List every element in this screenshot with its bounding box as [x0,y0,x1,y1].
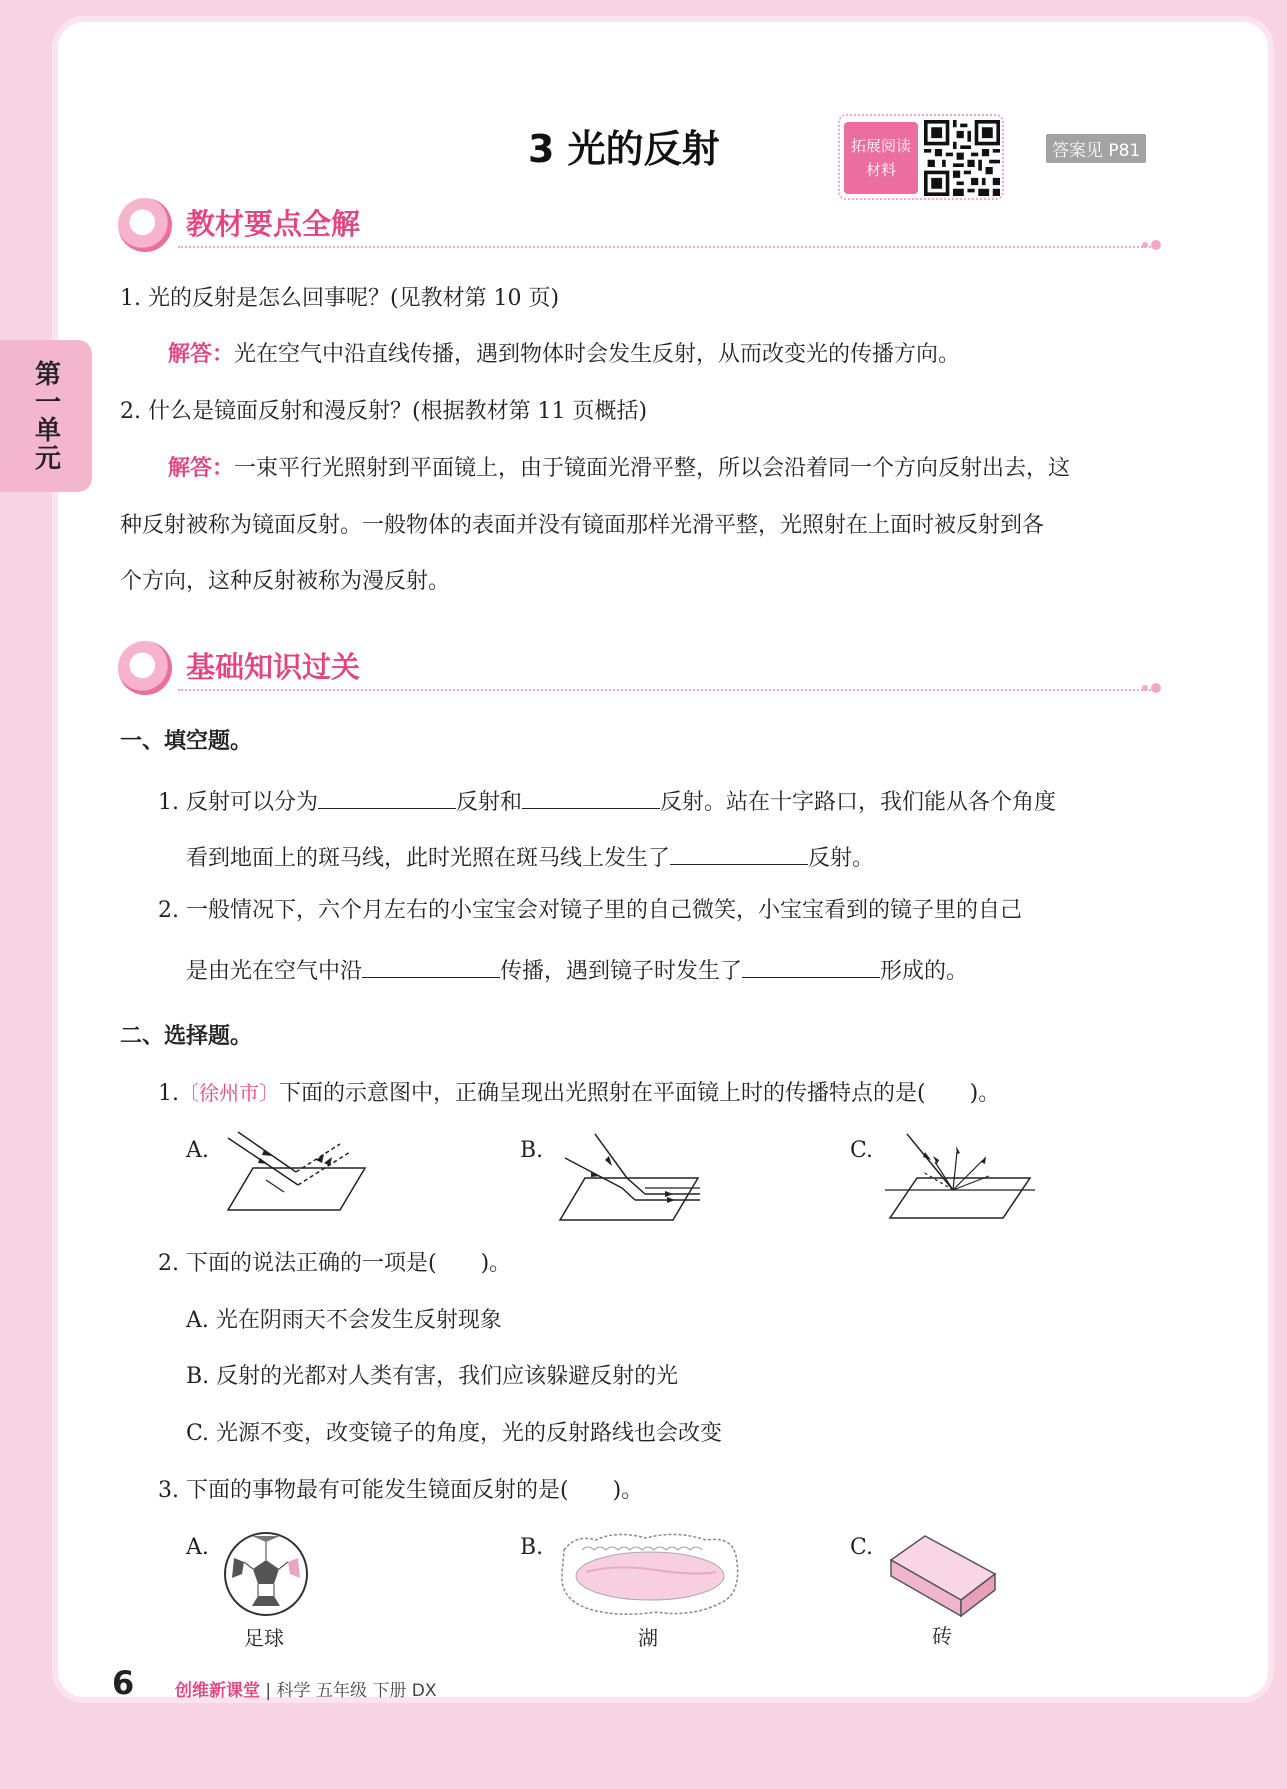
section-header-textbook [118,198,1158,252]
answer-reference: 答案见 P81 [1046,134,1146,163]
answer-blank[interactable] [362,952,500,978]
fill-text: 看到地面上的斑马线，此时光照在斑马线上发生了 [186,846,671,871]
soccer-ball-icon[interactable] [222,1530,310,1618]
mascot-icon [118,641,172,695]
choice-question-3: 3. 下面的事物最有可能发生镜面反射的是( )。 [158,1478,644,1503]
option-a-label: A. [186,1138,209,1163]
answer-label: 解答： [168,456,235,481]
reflection-diagram-a[interactable] [220,1130,380,1212]
brick-icon[interactable] [885,1530,1005,1620]
fill-text: 是由光在空气中沿 [186,959,363,984]
section-title: 教材要点全解 [186,207,361,241]
answer-blank[interactable] [318,783,456,809]
answer-2-line-3: 个方向，这种反射被称为漫反射。 [120,569,451,594]
answer-1-text: 光在空气中沿直线传播，遇到物体时会发生反射，从而改变光的传播方向。 [234,342,961,367]
reflection-diagram-b[interactable] [555,1130,715,1222]
caption-soccer-ball: 足球 [244,1626,284,1650]
extended-reading-box[interactable] [838,114,1004,200]
section-header-basics [118,641,1158,695]
mascot-icon [118,198,172,252]
part-choice: 二、选择题。 [120,1024,253,1049]
choice-2-option-b[interactable]: B. 反射的光都对人类有害，我们应该躲避反射的光 [186,1364,679,1389]
footer-info [175,1676,437,1701]
unit-tab: 第一单元 [0,340,92,492]
footer-brand: 创维新课堂 [175,1681,260,1701]
fill-question-1-line-2 [186,839,874,874]
decor-dots-icon [1140,681,1164,695]
fill-text: 反射。 [808,846,875,871]
answer-2-text: 一束平行光照射到平面镜上，由于镜面光滑平整，所以会沿着同一个方向反射出去，这 [234,456,1071,481]
fill-text: 反射和 [455,790,522,815]
choice-question-2: 2. 下面的说法正确的一项是( )。 [158,1251,512,1276]
fill-text: 反射。站在十字路口，我们能从各个角度 [660,790,1057,815]
page-title: 3 光的反射 [528,127,720,171]
answer-2-line-2: 种反射被称为镜面反射。一般物体的表面并没有镜面那样光滑平整，光照射在上面时被反射到各 [120,513,1045,538]
region-tag: 〔徐州市〕 [179,1081,279,1105]
answer-1 [168,340,960,370]
choice-2-option-c[interactable]: C. 光源不变，改变镜子的角度，光的反射路线也会改变 [186,1421,723,1446]
qr-code-icon[interactable] [924,120,1000,196]
option-b-label: B. [520,1138,544,1163]
question-1: 1. 光的反射是怎么回事呢？(见教材第 10 页) [120,286,560,311]
fill-question-2-line-2 [186,952,968,987]
answer-blank[interactable] [522,783,660,809]
caption-brick: 砖 [932,1624,952,1648]
answer-2-line-1 [168,454,1070,484]
fill-question-2-line-1: 2. 一般情况下，六个月左右的小宝宝会对镜子里的自己微笑，小宝宝看到的镜子里的自己 [158,898,1022,923]
question-text: 下面的示意图中，正确呈现出光照射在平面镜上时的传播特点的是( )。 [279,1081,1001,1106]
extended-reading-label: 拓展阅读材料 [844,122,918,194]
choice-question-1 [158,1078,1000,1109]
question-2: 2. 什么是镜面反射和漫反射？(根据教材第 11 页概括) [120,399,648,424]
fill-text: 1. 反射可以分为 [158,790,318,815]
caption-lake: 湖 [638,1626,658,1650]
choice-2-option-a[interactable]: A. 光在阴雨天不会发生反射现象 [186,1308,502,1333]
part-fill-in: 一、填空题。 [120,729,253,754]
dotted-divider [178,246,1158,248]
dotted-divider [178,689,1158,691]
option-c-label: C. [850,1535,874,1560]
answer-blank[interactable] [670,839,808,865]
section-title: 基础知识过关 [186,650,361,684]
page-number: 6 [112,1664,135,1702]
lake-icon[interactable] [556,1528,742,1620]
option-b-label: B. [520,1535,544,1560]
answer-label: 解答： [168,342,235,367]
fill-text: 传播，遇到镜子时发生了 [500,959,743,984]
option-c-label: C. [850,1138,874,1163]
option-a-label: A. [186,1535,209,1560]
answer-blank[interactable] [742,952,880,978]
fill-question-1-line-1 [158,783,1056,818]
decor-dots-icon [1140,238,1164,252]
question-number: 1. [158,1081,179,1106]
reflection-diagram-c[interactable] [885,1130,1045,1222]
footer-details: | 科学 五年级 下册 DX [265,1681,437,1701]
fill-text: 形成的。 [880,959,969,984]
